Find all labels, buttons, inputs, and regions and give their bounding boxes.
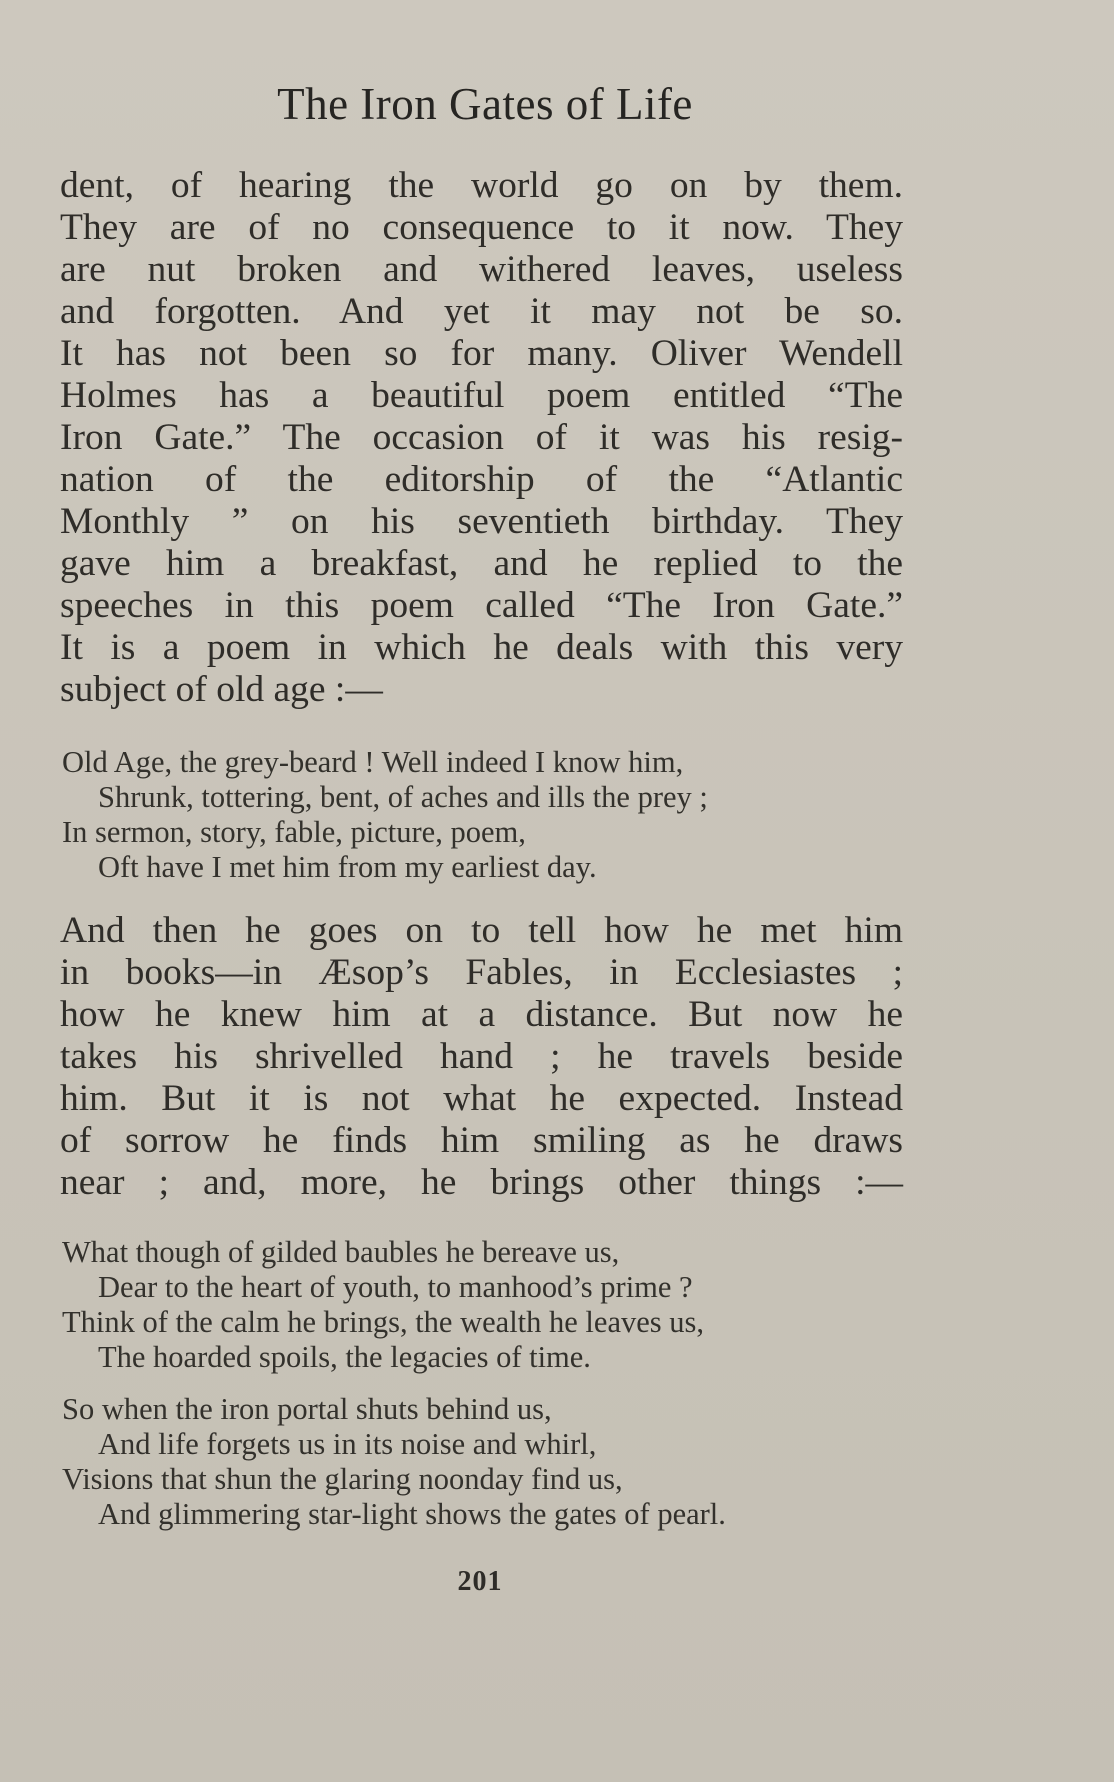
verse-line: And glimmering star-light shows the gates of pearl. <box>98 1497 726 1531</box>
paragraph-1 <box>60 165 903 711</box>
text-line: dent, of hearing the world go on by them. <box>60 165 903 206</box>
verse-line: In sermon, story, fable, picture, poem, <box>62 815 526 849</box>
text-line: and forgotten. And yet it may not be so. <box>60 291 903 332</box>
verse-line: And life forgets us in its noise and whirl, <box>98 1427 597 1461</box>
page-number: 201 <box>457 1566 503 1597</box>
verse-stanza-1 <box>62 745 912 885</box>
verse-line: The hoarded spoils, the legacies of time. <box>98 1340 591 1374</box>
text-line: Iron Gate.” The occasion of it was his resig- <box>60 417 903 458</box>
text-line: Monthly ” on his seventieth birthday. They <box>60 501 903 542</box>
text-line: speeches in this poem called “The Iron Gate.” <box>60 585 903 626</box>
text-line: Holmes has a beautiful poem entitled “The <box>60 375 903 416</box>
text-line: him. But it is not what he expected. Instead <box>60 1078 903 1119</box>
verse-stanza-3 <box>62 1392 912 1532</box>
verse-line: Think of the calm he brings, the wealth he leaves us, <box>62 1305 705 1339</box>
verse-line: So when the iron portal shuts behind us, <box>62 1392 552 1426</box>
text-line: in books—in Æsop’s Fables, in Ecclesiastes ; <box>60 952 903 993</box>
text-line: They are of no consequence to it now. They <box>60 207 903 248</box>
text-line: subject of old age :— <box>60 669 383 710</box>
verse-line: Dear to the heart of youth, to manhood’s prime ? <box>98 1270 693 1304</box>
running-head: The Iron Gates of Life <box>277 79 693 129</box>
verse-line: What though of gilded baubles he bereave us, <box>62 1235 620 1269</box>
verse-line: Shrunk, tottering, bent, of aches and ills the prey ; <box>98 780 708 814</box>
verse-line: Old Age, the grey-beard ! Well indeed I know him, <box>62 745 684 779</box>
text-line: gave him a breakfast, and he replied to the <box>60 543 903 584</box>
verse-line: Visions that shun the glaring noonday find us, <box>62 1462 623 1496</box>
text-line: And then he goes on to tell how he met him <box>60 910 903 951</box>
verse-stanza-2 <box>62 1235 912 1375</box>
text-line: are nut broken and withered leaves, useless <box>60 249 903 290</box>
paragraph-2 <box>60 910 903 1204</box>
text-line: It has not been so for many. Oliver Wendell <box>60 333 903 374</box>
text-line: near ; and, more, he brings other things :— <box>60 1162 903 1203</box>
text-line: of sorrow he finds him smiling as he draws <box>60 1120 903 1161</box>
text-line: It is a poem in which he deals with this very <box>60 627 903 668</box>
text-line: takes his shrivelled hand ; he travels beside <box>60 1036 903 1077</box>
text-line: how he knew him at a distance. But now he <box>60 994 903 1035</box>
text-line: nation of the editorship of the “Atlantic <box>60 459 903 500</box>
verse-line: Oft have I met him from my earliest day. <box>98 850 597 884</box>
